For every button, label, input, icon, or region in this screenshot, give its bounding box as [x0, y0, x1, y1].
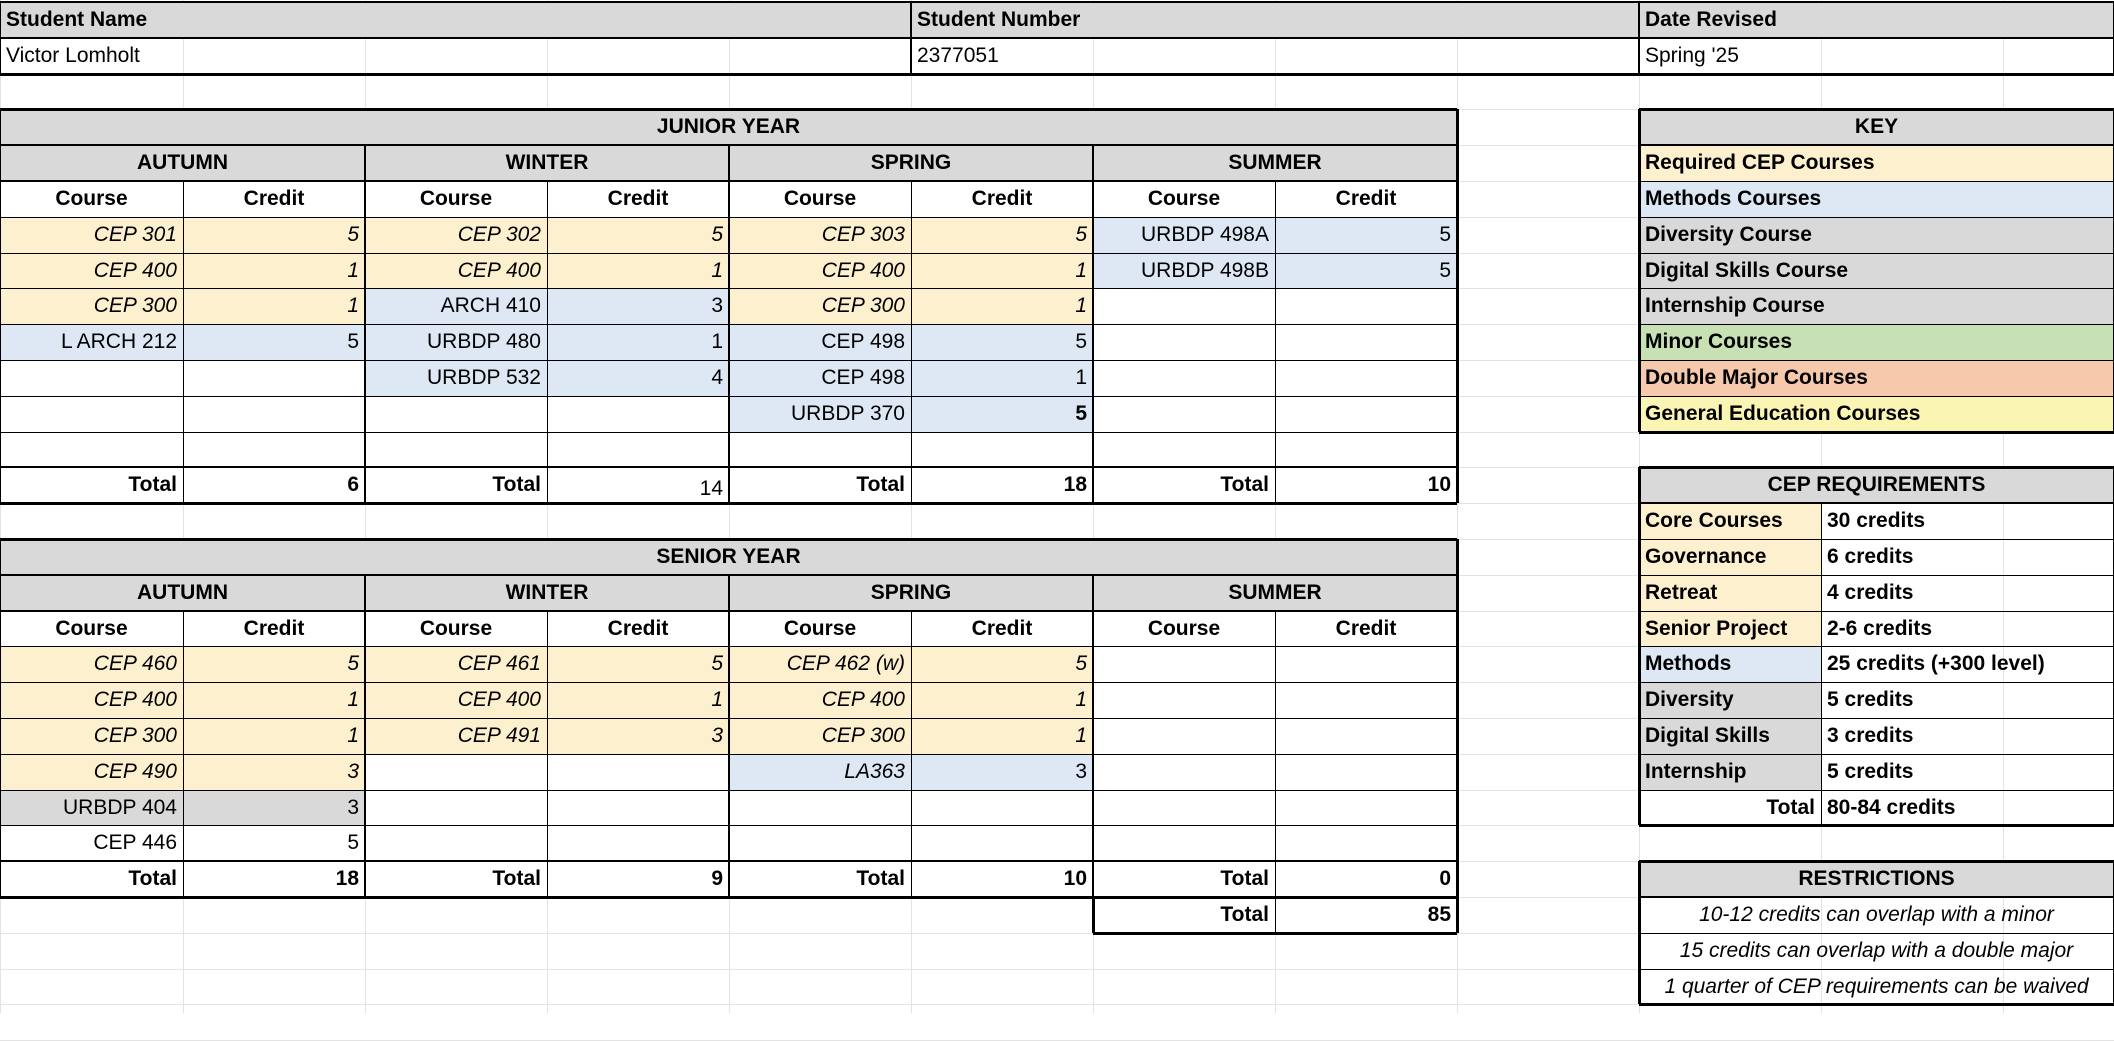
border-line: [0, 754, 1457, 755]
border-line: [1639, 181, 2114, 182]
requirements-title[interactable]: CEP REQUIREMENTS: [1639, 467, 2114, 503]
credit-cell[interactable]: 5: [911, 396, 1093, 432]
requirement-value[interactable]: 4 credits: [1821, 575, 2114, 611]
credit-column-header[interactable]: Credit: [547, 181, 729, 217]
border-line: [364, 575, 366, 897]
course-cell[interactable]: CEP 301: [0, 217, 183, 253]
quarter-total-label[interactable]: Total: [1093, 467, 1275, 503]
border-line: [0, 432, 1457, 433]
border-line: [1275, 897, 1276, 933]
border-line: [0, 144, 1457, 146]
credit-column-header[interactable]: Credit: [911, 181, 1093, 217]
credit-cell[interactable]: 3: [183, 790, 365, 825]
border-line: [1639, 754, 2114, 755]
border-line: [0, 718, 1457, 719]
credit-cell[interactable]: 5: [183, 217, 365, 253]
credit-cell[interactable]: 1: [183, 253, 365, 288]
course-column-header[interactable]: Course: [0, 611, 183, 646]
restriction-item[interactable]: 1 quarter of CEP requirements can be waived: [1639, 969, 2114, 1004]
credit-column-header[interactable]: Credit: [547, 611, 729, 646]
quarter-total-value[interactable]: 18: [911, 467, 1093, 503]
student-number-label[interactable]: Student Number: [911, 2, 1639, 38]
credit-cell[interactable]: 1: [911, 253, 1093, 288]
requirement-value[interactable]: 5 credits: [1821, 754, 2114, 790]
course-column-header[interactable]: Course: [1093, 181, 1275, 217]
border-line: [0, 574, 1457, 576]
course-cell[interactable]: URBDP 498A: [1093, 217, 1275, 253]
restrictions-title[interactable]: RESTRICTIONS: [1639, 861, 2114, 897]
border-line: [0, 466, 1457, 468]
border-line: [1639, 682, 2114, 683]
credit-cell[interactable]: 5: [547, 217, 729, 253]
requirement-label[interactable]: Digital Skills: [1639, 718, 1821, 754]
credit-cell[interactable]: 1: [911, 288, 1093, 324]
requirement-value[interactable]: 30 credits: [1821, 503, 2114, 539]
credit-cell[interactable]: 5: [183, 324, 365, 360]
border-line: [1639, 466, 2114, 469]
senior-year-title[interactable]: SENIOR YEAR: [0, 539, 1457, 575]
credit-cell[interactable]: 1: [547, 253, 729, 288]
border-line: [0, 253, 1457, 254]
course-column-header[interactable]: Course: [729, 181, 911, 217]
student-name-label[interactable]: Student Name: [0, 2, 911, 38]
credit-cell[interactable]: 1: [547, 324, 729, 360]
border-line: [1638, 109, 1641, 432]
requirement-value[interactable]: 3 credits: [1821, 718, 2114, 754]
requirements-total-label[interactable]: Total: [1639, 790, 1821, 825]
quarter-header[interactable]: WINTER: [365, 145, 729, 181]
border-line: [0, 396, 1457, 397]
course-cell[interactable]: LA363: [729, 754, 911, 790]
course-cell[interactable]: CEP 300: [729, 288, 911, 324]
course-cell[interactable]: L ARCH 212: [0, 324, 183, 360]
course-cell[interactable]: CEP 498: [729, 324, 911, 360]
border-line: [1639, 896, 2114, 898]
key-item[interactable]: Internship Course: [1639, 288, 2114, 324]
border-line: [1639, 217, 2114, 218]
quarter-header[interactable]: WINTER: [365, 575, 729, 611]
course-cell[interactable]: CEP 400: [0, 682, 183, 718]
quarter-header[interactable]: AUTUMN: [0, 145, 365, 181]
course-cell[interactable]: URBDP 370: [729, 396, 911, 432]
requirement-label[interactable]: Core Courses: [1639, 503, 1821, 539]
key-item[interactable]: General Education Courses: [1639, 396, 2114, 432]
course-column-header[interactable]: Course: [365, 181, 547, 217]
course-column-header[interactable]: Course: [729, 611, 911, 646]
quarter-total-value[interactable]: 0: [1275, 861, 1457, 897]
credit-cell[interactable]: 5: [1275, 217, 1457, 253]
requirement-value[interactable]: 5 credits: [1821, 682, 2114, 718]
border-line: [1456, 109, 1459, 503]
course-cell[interactable]: CEP 400: [365, 253, 547, 288]
border-line: [0, 109, 1, 503]
border-line: [0, 682, 1457, 683]
credit-column-header[interactable]: Credit: [1275, 611, 1457, 646]
course-column-header[interactable]: Course: [1093, 611, 1275, 646]
credit-cell[interactable]: 1: [183, 682, 365, 718]
quarter-total-value[interactable]: 18: [183, 861, 365, 897]
border-line: [0, 37, 2114, 39]
quarter-total-label[interactable]: Total: [365, 467, 547, 503]
grand-total-label[interactable]: Total: [1093, 897, 1275, 933]
border-line: [1639, 324, 2114, 325]
border-line: [1639, 502, 2114, 504]
requirement-label[interactable]: Diversity: [1639, 682, 1821, 718]
course-cell[interactable]: CEP 303: [729, 217, 911, 253]
border-line: [1639, 718, 2114, 719]
requirement-label[interactable]: Methods: [1639, 646, 1821, 682]
requirement-value[interactable]: 25 credits (+300 level): [1821, 646, 2114, 682]
course-cell[interactable]: CEP 446: [0, 825, 183, 861]
credit-column-header[interactable]: Credit: [911, 611, 1093, 646]
requirement-value[interactable]: 2-6 credits: [1821, 611, 2114, 646]
border-line: [547, 181, 548, 503]
border-line: [1639, 144, 2114, 146]
credit-column-header[interactable]: Credit: [183, 181, 365, 217]
course-cell[interactable]: CEP 302: [365, 217, 547, 253]
border-line: [0, 502, 1457, 505]
credit-cell[interactable]: 5: [911, 646, 1093, 682]
border-line: [1456, 897, 1459, 933]
border-line: [0, 73, 2114, 76]
key-item[interactable]: Digital Skills Course: [1639, 253, 2114, 288]
key-item[interactable]: Required CEP Courses: [1639, 145, 2114, 181]
course-cell[interactable]: CEP 400: [0, 253, 183, 288]
border-line: [0, 1, 2114, 3]
credit-cell[interactable]: 5: [183, 646, 365, 682]
border-line: [0, 538, 1457, 541]
credit-cell[interactable]: 4: [547, 360, 729, 396]
border-line: [1639, 108, 2114, 111]
course-cell[interactable]: CEP 300: [0, 288, 183, 324]
quarter-header[interactable]: SUMMER: [1093, 575, 1457, 611]
quarter-total-label[interactable]: Total: [729, 861, 911, 897]
border-line: [0, 180, 1457, 182]
credit-cell[interactable]: 5: [547, 646, 729, 682]
course-column-header[interactable]: Course: [365, 611, 547, 646]
course-cell[interactable]: CEP 300: [729, 718, 911, 754]
student-number-value[interactable]: 2377051: [911, 38, 1639, 74]
border-line: [0, 108, 1457, 111]
border-line: [1639, 1003, 2114, 1006]
border-line: [1821, 503, 1822, 825]
key-item[interactable]: Diversity Course: [1639, 217, 2114, 253]
border-line: [1639, 360, 2114, 361]
quarter-total-label[interactable]: Total: [0, 861, 183, 897]
border-line: [0, 360, 1457, 361]
credit-cell[interactable]: 1: [183, 718, 365, 754]
requirement-label[interactable]: Senior Project: [1639, 611, 1821, 646]
credit-cell[interactable]: 3: [547, 718, 729, 754]
quarter-total-label[interactable]: Total: [0, 467, 183, 503]
credit-cell[interactable]: 5: [911, 324, 1093, 360]
course-cell[interactable]: URBDP 404: [0, 790, 183, 825]
requirements-total-value[interactable]: 80-84 credits: [1821, 790, 2114, 825]
border-line: [1639, 288, 2114, 289]
junior-year-title[interactable]: JUNIOR YEAR: [0, 109, 1457, 145]
credit-cell[interactable]: 3: [911, 754, 1093, 790]
border-line: [0, 790, 1457, 791]
course-column-header[interactable]: Course: [0, 181, 183, 217]
border-line: [1639, 969, 2114, 970]
credit-cell[interactable]: 5: [183, 825, 365, 861]
credit-cell[interactable]: 3: [547, 288, 729, 324]
credit-column-header[interactable]: Credit: [1275, 181, 1457, 217]
credit-cell[interactable]: 3: [183, 754, 365, 790]
course-cell[interactable]: CEP 461: [365, 646, 547, 682]
key-item[interactable]: Double Major Courses: [1639, 360, 2114, 396]
border-line: [728, 575, 730, 897]
border-line: [0, 646, 1457, 647]
border-line: [1639, 860, 2114, 863]
course-cell[interactable]: CEP 400: [729, 682, 911, 718]
quarter-total-value[interactable]: 10: [1275, 467, 1457, 503]
course-cell[interactable]: CEP 491: [365, 718, 547, 754]
course-cell[interactable]: URBDP 480: [365, 324, 547, 360]
key-item[interactable]: Methods Courses: [1639, 181, 2114, 217]
quarter-header[interactable]: SPRING: [729, 575, 1093, 611]
date-revised-label[interactable]: Date Revised: [1639, 2, 2114, 38]
border-line: [1639, 611, 2114, 612]
credit-cell[interactable]: 1: [547, 682, 729, 718]
border-line: [0, 860, 1457, 862]
course-cell[interactable]: CEP 462 (w): [729, 646, 911, 682]
key-title[interactable]: KEY: [1639, 109, 2114, 145]
border-line: [0, 825, 1457, 826]
credit-cell[interactable]: 5: [911, 217, 1093, 253]
requirement-value[interactable]: 6 credits: [1821, 539, 2114, 575]
border-line: [0, 288, 1457, 289]
quarter-total-label[interactable]: Total: [365, 861, 547, 897]
course-cell[interactable]: ARCH 410: [365, 288, 547, 324]
quarter-total-label[interactable]: Total: [1093, 861, 1275, 897]
credit-cell[interactable]: 1: [911, 360, 1093, 396]
quarter-header[interactable]: SPRING: [729, 145, 1093, 181]
requirement-label[interactable]: Internship: [1639, 754, 1821, 790]
border-line: [1275, 181, 1276, 503]
border-line: [1639, 646, 2114, 647]
quarter-header[interactable]: AUTUMN: [0, 575, 365, 611]
credit-cell[interactable]: 1: [183, 288, 365, 324]
border-line: [911, 181, 912, 503]
border-line: [1639, 539, 2114, 540]
credit-column-header[interactable]: Credit: [183, 611, 365, 646]
border-line: [0, 610, 1457, 612]
grand-total-value[interactable]: 85: [1275, 897, 1457, 933]
border-line: [0, 324, 1457, 325]
course-cell[interactable]: CEP 400: [365, 682, 547, 718]
quarter-total-label[interactable]: Total: [729, 467, 911, 503]
course-cell[interactable]: CEP 460: [0, 646, 183, 682]
border-line: [0, 217, 1457, 218]
border-line: [1639, 253, 2114, 254]
quarter-total-value[interactable]: 14: [547, 467, 729, 503]
restriction-item[interactable]: 10-12 credits can overlap with a minor: [1639, 897, 2114, 933]
course-cell[interactable]: CEP 400: [729, 253, 911, 288]
quarter-total-value[interactable]: 6: [183, 467, 365, 503]
border-line: [1639, 396, 2114, 397]
student-name-value[interactable]: Victor Lomholt: [0, 38, 911, 74]
course-cell[interactable]: URBDP 532: [365, 360, 547, 396]
course-cell[interactable]: CEP 498: [729, 360, 911, 396]
quarter-total-value[interactable]: 10: [911, 861, 1093, 897]
course-cell[interactable]: CEP 300: [0, 718, 183, 754]
border-line: [1639, 431, 2114, 434]
credit-cell[interactable]: 5: [1275, 253, 1457, 288]
restriction-item[interactable]: 15 credits can overlap with a double major: [1639, 933, 2114, 969]
border-line: [1639, 790, 2114, 791]
quarter-header[interactable]: SUMMER: [1093, 145, 1457, 181]
credit-cell[interactable]: 1: [911, 682, 1093, 718]
credit-cell[interactable]: 1: [911, 718, 1093, 754]
border-line: [1092, 575, 1094, 897]
course-cell[interactable]: URBDP 498B: [1093, 253, 1275, 288]
requirement-label[interactable]: Retreat: [1639, 575, 1821, 611]
course-cell[interactable]: CEP 490: [0, 754, 183, 790]
border-line: [1092, 897, 1095, 933]
requirement-label[interactable]: Governance: [1639, 539, 1821, 575]
border-line: [1639, 824, 2114, 827]
border-line: [183, 181, 184, 503]
key-item[interactable]: Minor Courses: [1639, 324, 2114, 360]
date-revised-value[interactable]: Spring '25: [1639, 38, 2114, 74]
quarter-total-value[interactable]: 9: [547, 861, 729, 897]
border-line: [1639, 575, 2114, 576]
border-line: [1639, 933, 2114, 934]
